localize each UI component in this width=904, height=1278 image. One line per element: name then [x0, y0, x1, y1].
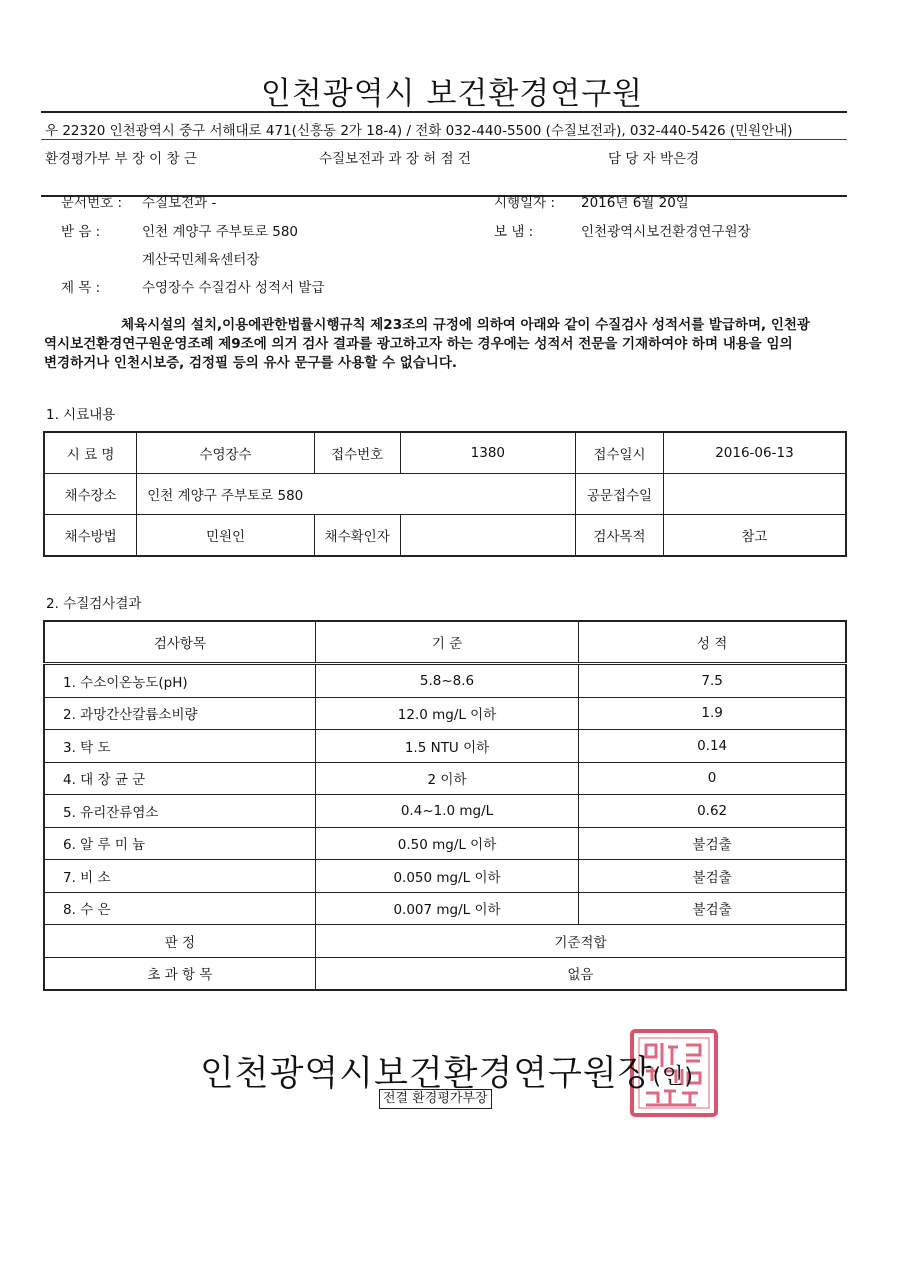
table-row: [44, 730, 846, 763]
test-result: 0.14: [579, 730, 846, 763]
staff-dept-head: 환경평가부 부 장 이 창 근: [45, 151, 197, 167]
section1-title: 1. 시료내용: [46, 407, 116, 423]
test-result: 불검출: [579, 860, 846, 893]
method-label: 채수방법: [44, 515, 137, 557]
test-result: 0.62: [579, 795, 846, 828]
judgement-row: [44, 925, 846, 958]
test-result: 7.5: [579, 664, 846, 698]
notice-line-2: 역시보건환경연구원운영조례 제9조에 의거 검사 결과를 광고하고자 하는 경우에는 성적서 전문을 기재하여야 하며 내용을 임의: [44, 336, 793, 352]
notice-line-1: 체육시설의 설치,이용에관한법률시행규칙 제23조의 규정에 의하여 아래와 같이 수질검사 성적서를 발급하며, 인천광: [121, 317, 810, 333]
table-row: [44, 515, 846, 557]
table-row: [44, 795, 846, 828]
method-value: 민원인: [137, 515, 315, 557]
address-line: 우 22320 인천광역시 중구 서해대로 471(신흥동 2가 18-4) / 전화 032-440-5500 (수질보전과), 032-440-5426 (민원안내): [45, 123, 793, 139]
table-header-row: [44, 621, 846, 664]
sample-name-value: 수영장수: [137, 432, 315, 474]
table-row: [44, 664, 846, 698]
test-item: 8. 수 은: [44, 892, 315, 925]
confirmer-value: [400, 515, 576, 557]
notice-text: [44, 316, 844, 373]
purpose-value: 참고: [663, 515, 846, 557]
sender-value: 인천광역시보건환경연구원장: [581, 224, 751, 240]
sample-info-table: [43, 431, 847, 557]
sender-label: 보 냄 :: [494, 224, 534, 240]
table-row: [44, 860, 846, 893]
test-result: 불검출: [579, 892, 846, 925]
test-item: 5. 유리잔류염소: [44, 795, 315, 828]
sample-name-label: 시 료 명: [44, 432, 137, 474]
test-item: 3. 탁 도: [44, 730, 315, 763]
site-label: 채수장소: [44, 474, 137, 515]
col-item-header: 검사항목: [44, 621, 315, 664]
recipient-value-2: 계산국민체육센터장: [142, 252, 260, 268]
exceed-row: [44, 957, 846, 990]
table-row: [44, 762, 846, 795]
site-value: 인천 계양구 주부토로 580: [137, 474, 576, 515]
signature-text: 인천광역시보건환경연구원장: [200, 1054, 653, 1094]
subject-value: 수영장수 수질검사 성적서 발급: [142, 280, 325, 296]
judgement-value: 기준적합: [315, 925, 846, 958]
signature-delegation: 전결 환경평가부장: [379, 1089, 492, 1109]
doc-no-label: 문서번호 :: [61, 195, 123, 211]
test-standard: 12.0 mg/L 이하: [315, 697, 578, 730]
test-item: 1. 수소이온농도(pH): [44, 664, 315, 698]
test-item: 7. 비 소: [44, 860, 315, 893]
test-item: 4. 대 장 균 군: [44, 762, 315, 795]
date-value: 2016년 6월 20일: [581, 195, 689, 211]
exceed-value: 없음: [315, 957, 846, 990]
test-standard: 0.4~1.0 mg/L: [315, 795, 578, 828]
col-result-header: 성 적: [579, 621, 846, 664]
exceed-label: 초 과 항 목: [44, 957, 315, 990]
test-item: 6. 알 루 미 늄: [44, 827, 315, 860]
table-row: [44, 697, 846, 730]
official-receipt-label: 공문접수일: [576, 474, 664, 515]
seal-mark: (인): [652, 1064, 694, 1090]
date-label: 시행일자 :: [494, 195, 556, 211]
receipt-date-label: 접수일시: [576, 432, 664, 474]
test-result: 불검출: [579, 827, 846, 860]
receipt-date-value: 2016-06-13: [663, 432, 846, 474]
recipient-label: 받 음 :: [61, 224, 101, 240]
table-row: [44, 432, 846, 474]
subject-label: 제 목 :: [61, 280, 101, 296]
table-row: [44, 892, 846, 925]
purpose-label: 검사목적: [576, 515, 664, 557]
receipt-no-value: 1380: [400, 432, 576, 474]
header-box: [41, 111, 847, 197]
test-result: 0: [579, 762, 846, 795]
org-title: 인천광역시 보건환경연구원: [260, 76, 644, 112]
confirmer-label: 채수확인자: [314, 515, 400, 557]
staff-officer: 담 당 자 박은경: [608, 151, 700, 167]
test-item: 2. 과망간산칼륨소비량: [44, 697, 315, 730]
doc-no-value: 수질보전과 -: [142, 195, 217, 211]
staff-section-head: 수질보전과 과 장 허 점 건: [319, 151, 471, 167]
test-standard: 1.5 NTU 이하: [315, 730, 578, 763]
notice-line-3: 변경하거나 인천시보증, 검정필 등의 유사 문구를 사용할 수 없습니다.: [44, 355, 458, 371]
table-row: [44, 827, 846, 860]
test-results-table: [43, 620, 847, 991]
test-standard: 0.007 mg/L 이하: [315, 892, 578, 925]
section2-title: 2. 수질검사결과: [46, 596, 142, 612]
col-standard-header: 기 준: [315, 621, 578, 664]
test-standard: 2 이하: [315, 762, 578, 795]
table-row: [44, 474, 846, 515]
recipient-value: 인천 계양구 주부토로 580: [142, 224, 299, 240]
official-receipt-value: [663, 474, 846, 515]
receipt-no-label: 접수번호: [314, 432, 400, 474]
test-result: 1.9: [579, 697, 846, 730]
test-standard: 0.50 mg/L 이하: [315, 827, 578, 860]
judgement-label: 판 정: [44, 925, 315, 958]
test-standard: 0.050 mg/L 이하: [315, 860, 578, 893]
test-standard: 5.8~8.6: [315, 664, 578, 698]
